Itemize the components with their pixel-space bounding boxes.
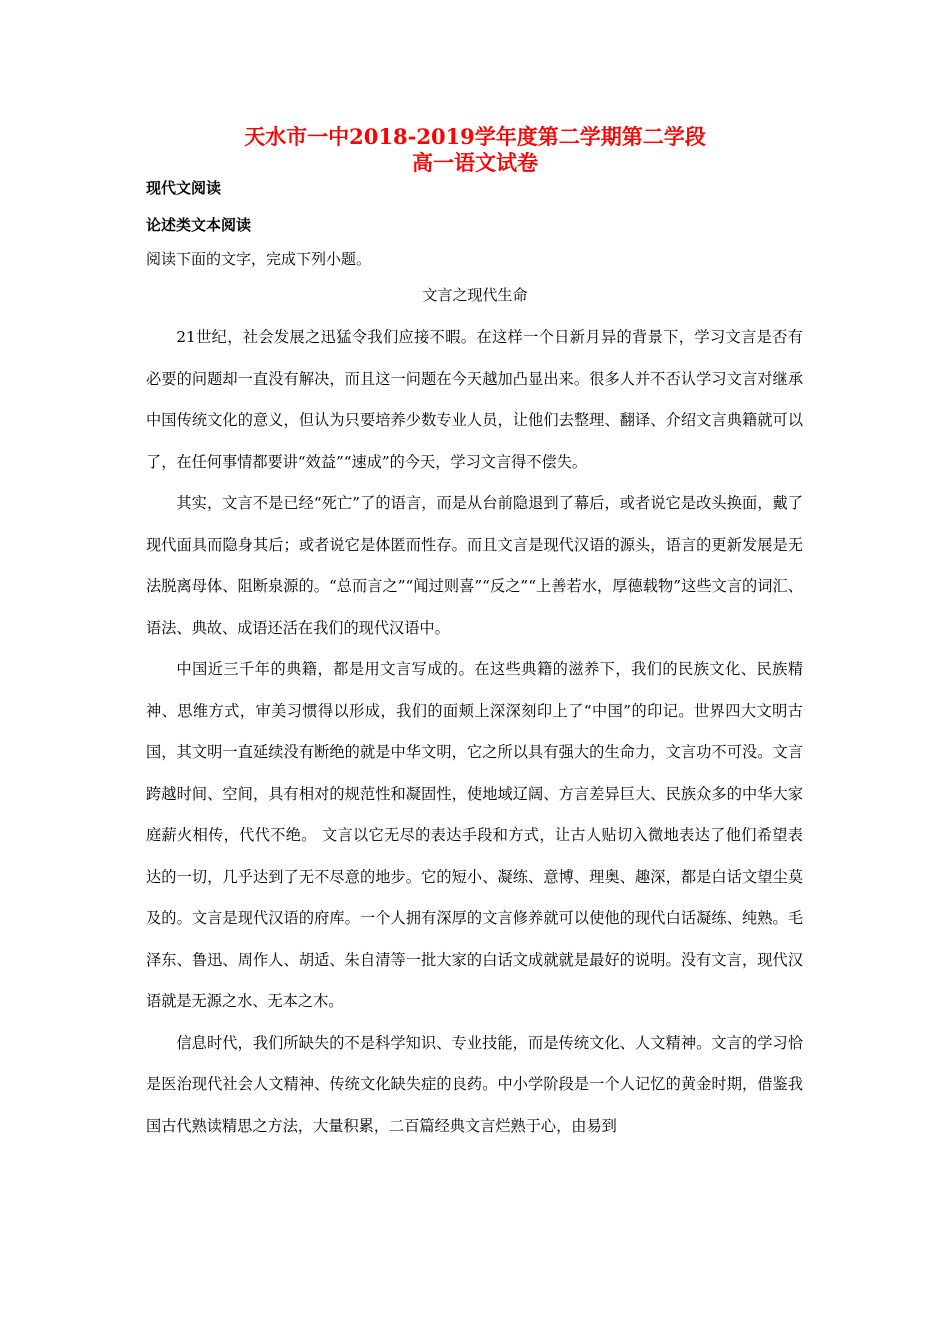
- article-paragraph-3: 中国近三千年的典籍，都是用文言写成的。在这些典籍的滋养下，我们的民族文化、民族精神、思维方式，审美习惯得以形成，我们的面颊上深深刻印上了“中国”的印记。世界四大文明古国，其文明一直延续没有断绝的就是中华文明，它之所以具有强大的生命力，文言功不可没。文言跨越时间、空间，具有相对的规范性和凝固性，使地域辽阔、方言差异巨大、民族众多的中华大家庭薪火相传，代代不绝。 文言以它无尽的表达手段和方式，让古人贴切入微地表达了他们希望表达的一切，几乎达到了无不尽意的地步。它的短小、凝练、意博、理奥、趣深，都是白话文望尘莫及的。文言是现代汉语的府库。一个人拥有深厚的文言修养就可以使他的现代白话凝练、纯熟。毛泽东、鲁迅、周作人、胡适、朱自清等一批大家的白话文成就就是最好的说明。没有文言，现代汉语就是无源之水、无本之木。: [146, 660, 803, 1010]
- exam-title-line-2: 高一语文试卷: [412, 150, 538, 175]
- article-paragraph-4: 信息时代，我们所缺失的不是科学知识、专业技能，而是传统文化、人文精神。文言的学习恰是医治现代社会人文精神、传统文化缺失症的良药。中小学阶段是一个人记忆的黄金时期，借鉴我国古代熟读精思之方法，大量积累，二百篇经典文言烂熟于心，由易到: [146, 1033, 803, 1135]
- article-title: 文言之现代生命: [422, 286, 528, 304]
- exam-title-line-1: 天水市一中2018-2019学年度第二学期第二学段: [244, 124, 706, 149]
- article-paragraph-1: 21世纪，社会发展之迅猛令我们应接不暇。在这样一个日新月异的背景下，学习文言是否有必要的问题却一直没有解决，而且这一问题在今天越加凸显出来。很多人并不否认学习文言对继承中国传统文化的意义，但认为只要培养少数专业人员，让他们去整理、翻译、介绍文言典籍就可以了，在任何事情都要讲“效益”“速成”的今天，学习文言得不偿失。: [146, 328, 803, 471]
- section-heading-modern-reading: 现代文阅读: [146, 179, 222, 197]
- article-body: [146, 317, 803, 1147]
- article-paragraph-2: 其实，文言不是已经“死亡”了的语言，而是从台前隐退到了幕后，或者说它是改头换面，戴了现代面具而隐身其后；或者说它是体匿而性存。而且文言是现代汉语的源头，语言的更新发展是无法脱离母体、阻断泉源的。“总而言之”“闻过则喜”“反之”“上善若水，厚德载物”这些文言的词汇、语法、典故、成语还活在我们的现代汉语中。: [146, 494, 803, 637]
- section-heading-argument-reading: 论述类文本阅读: [146, 216, 252, 234]
- reading-instruction: 阅读下面的文字，完成下列小题。: [146, 250, 372, 268]
